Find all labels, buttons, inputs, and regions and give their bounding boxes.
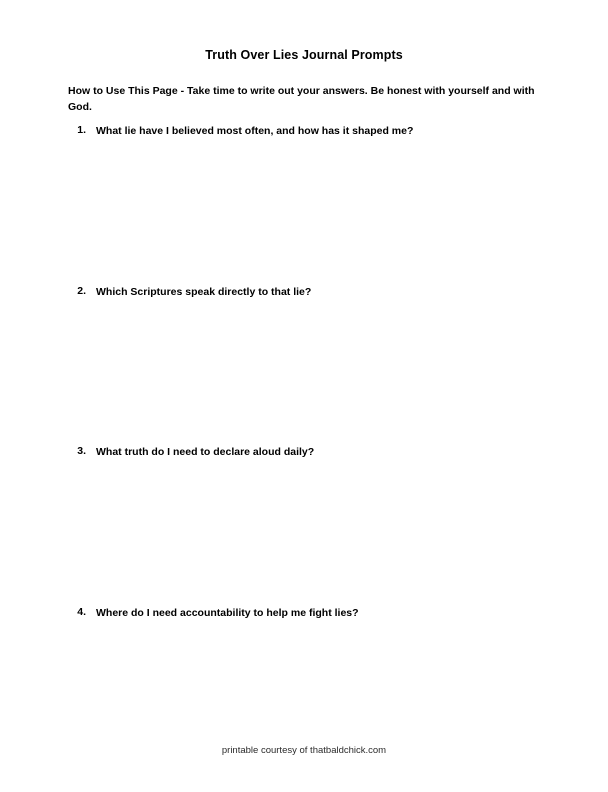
prompt-row	[68, 124, 548, 139]
page-title: Truth Over Lies Journal Prompts	[205, 48, 403, 62]
prompt-text: What lie have I believed most often, and how has it shaped me?	[96, 125, 414, 137]
answer-writing-space[interactable]	[68, 139, 548, 285]
prompt-row	[68, 285, 548, 300]
prompt-row	[68, 445, 548, 460]
list-item	[68, 445, 548, 606]
instructions-text: How to Use This Page - Take time to write out your answers. Be honest with yourself and with God.	[68, 85, 535, 113]
prompt-row	[68, 606, 548, 621]
prompt-text: Where do I need accountability to help me fight lies?	[96, 607, 359, 620]
list-item	[68, 606, 548, 767]
footer-credit: printable courtesy of thatbaldchick.com	[221, 745, 387, 756]
journal-prompt-list	[68, 124, 548, 767]
prompt-number: 3.	[77, 445, 86, 458]
prompt-text: What truth do I need to declare aloud daily?	[96, 446, 315, 459]
prompt-number: 4.	[77, 606, 86, 619]
list-item	[68, 285, 548, 446]
list-item	[68, 124, 548, 285]
prompt-text: Which Scriptures speak directly to that lie?	[96, 285, 312, 298]
prompt-number: 1.	[77, 124, 86, 136]
prompt-number: 2.	[77, 284, 86, 297]
answer-writing-space[interactable]	[68, 299, 548, 445]
answer-writing-space[interactable]	[68, 460, 548, 606]
